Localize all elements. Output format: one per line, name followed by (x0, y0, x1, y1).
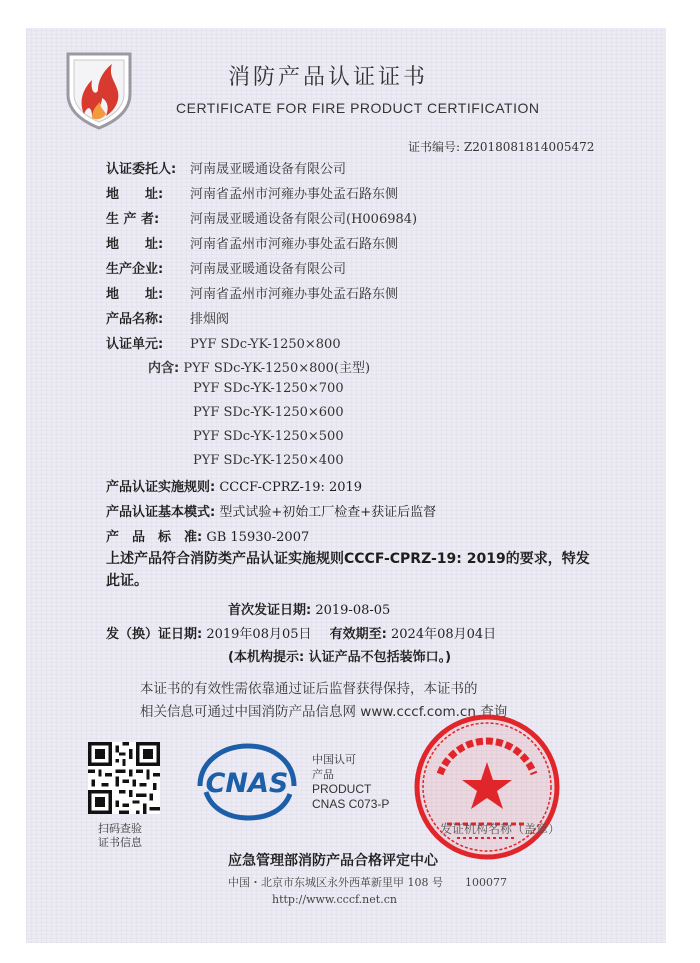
includes-label: 内含: (148, 361, 180, 376)
includes-item: PYF SDc-YK-1250×700 (193, 381, 344, 396)
certificate-number-label: 证书编号: (408, 140, 461, 154)
field-value: 河南省孟州市河雍办事处孟石路东侧 (190, 187, 399, 202)
field-factory-address (106, 283, 398, 302)
certificate-title-en: CERTIFICATE FOR FIRE PRODUCT CERTIFICATION (176, 100, 540, 116)
qr-caption-line: 扫码查验 (98, 822, 142, 835)
fire-emblem-icon (62, 50, 136, 130)
cnas-logo-text: CNAS (205, 768, 289, 799)
field-label: 生产企业: (106, 262, 164, 277)
cnas-line: 中国认可 (312, 753, 356, 766)
cnas-line: 产品 (312, 768, 334, 781)
issuing-organization: 应急管理部消防产品合格评定中心 (228, 853, 438, 869)
field-label: 地 址: (106, 237, 164, 252)
includes-item: PYF SDc-YK-1250×800(主型) (183, 361, 371, 376)
field-applicant-address (106, 183, 398, 202)
field-manufacturer-address (106, 233, 398, 252)
includes-item: PYF SDc-YK-1250×400 (193, 453, 344, 468)
issue-date-value: 2019年08月05日 (206, 627, 312, 642)
field-value: PYF SDc-YK-1250×800 (190, 337, 341, 352)
conformity-statement (106, 548, 606, 592)
field-cert-unit (106, 333, 341, 352)
statement-line: 上述产品符合消防类产品认证实施规则CCCF-CPRZ-19: 2019的要求，特发 (106, 551, 590, 567)
impl-rule-label: 产品认证实施规则: (106, 480, 216, 495)
agency-hint: (本机构提示: 认证产品不包括装饰口。) (228, 650, 452, 665)
official-seal-stamp (412, 712, 562, 862)
field-product-name (106, 308, 229, 327)
cert-mode-label: 产品认证基本模式: (106, 505, 216, 520)
cnas-line: PRODUCT (312, 782, 372, 796)
cert-mode-value: 型式试验+初始工厂检查+获证后监督 (219, 505, 437, 520)
field-label: 产品名称: (106, 312, 164, 327)
certificate-number-value: Z2018081814005472 (463, 140, 595, 154)
field-value: 河南晟亚暖通设备有限公司 (190, 262, 347, 277)
statement-line: 此证。 (106, 573, 148, 589)
organization-address: 中国・北京市东城区永外西革新里甲 108 号 100077 (228, 876, 507, 889)
expiry-label: 有效期至: (329, 627, 387, 642)
field-value: 河南晟亚暖通设备有限公司 (190, 162, 347, 177)
field-applicant (106, 158, 346, 177)
qr-caption-line: 证书信息 (98, 836, 142, 849)
expiry-value: 2024年08月04日 (391, 627, 497, 642)
standard-row (106, 526, 309, 545)
field-manufacturer (106, 208, 417, 227)
field-label: 地 址: (106, 187, 164, 202)
certificate-number (408, 138, 594, 155)
cert-mode-row (106, 501, 436, 520)
includes-item: PYF SDc-YK-1250×600 (193, 405, 344, 420)
cnas-accreditation (312, 752, 389, 812)
issue-date-label: 发（换）证日期: (106, 627, 203, 642)
issue-date-row (106, 623, 496, 642)
standard-label: 产 品 标 准: (106, 530, 203, 545)
field-factory (106, 258, 346, 277)
standard-value: GB 15930-2007 (206, 530, 310, 545)
qr-code[interactable] (88, 742, 160, 814)
field-label: 认证单元: (106, 337, 164, 352)
validity-line: 相关信息可通过中国消防产品信息网 www.cccf.com.cn 查询 (140, 704, 508, 720)
field-label: 生 产 者: (106, 212, 160, 227)
first-issue-value: 2019-08-05 (315, 603, 391, 618)
first-issue-label: 首次发证日期: (228, 603, 312, 618)
impl-rule-value: CCCF-CPRZ-19: 2019 (219, 480, 363, 495)
cnas-line: CNAS C073-P (312, 797, 390, 811)
qr-caption (98, 822, 142, 850)
field-value: 河南晟亚暖通设备有限公司(H006984) (190, 212, 418, 227)
field-value: 排烟阀 (190, 312, 230, 327)
includes-row (148, 357, 370, 376)
cnas-logo-icon (192, 740, 302, 822)
organization-website[interactable]: http://www.cccf.net.cn (272, 893, 397, 906)
field-label: 认证委托人: (106, 162, 177, 177)
impl-rule-row (106, 476, 362, 495)
includes-item: PYF SDc-YK-1250×500 (193, 429, 344, 444)
certificate-title-cn: 消防产品认证证书 (228, 65, 429, 90)
field-value: 河南省孟州市河雍办事处孟石路东侧 (190, 287, 399, 302)
first-issue-date-row (228, 599, 390, 618)
field-value: 河南省孟州市河雍办事处孟石路东侧 (190, 237, 399, 252)
field-label: 地 址: (106, 287, 164, 302)
issuing-authority-note: 发证机构名称（盖章） (440, 822, 561, 836)
validity-line: 本证书的有效性需依靠通过证后监督获得保持，本证书的 (140, 681, 478, 697)
